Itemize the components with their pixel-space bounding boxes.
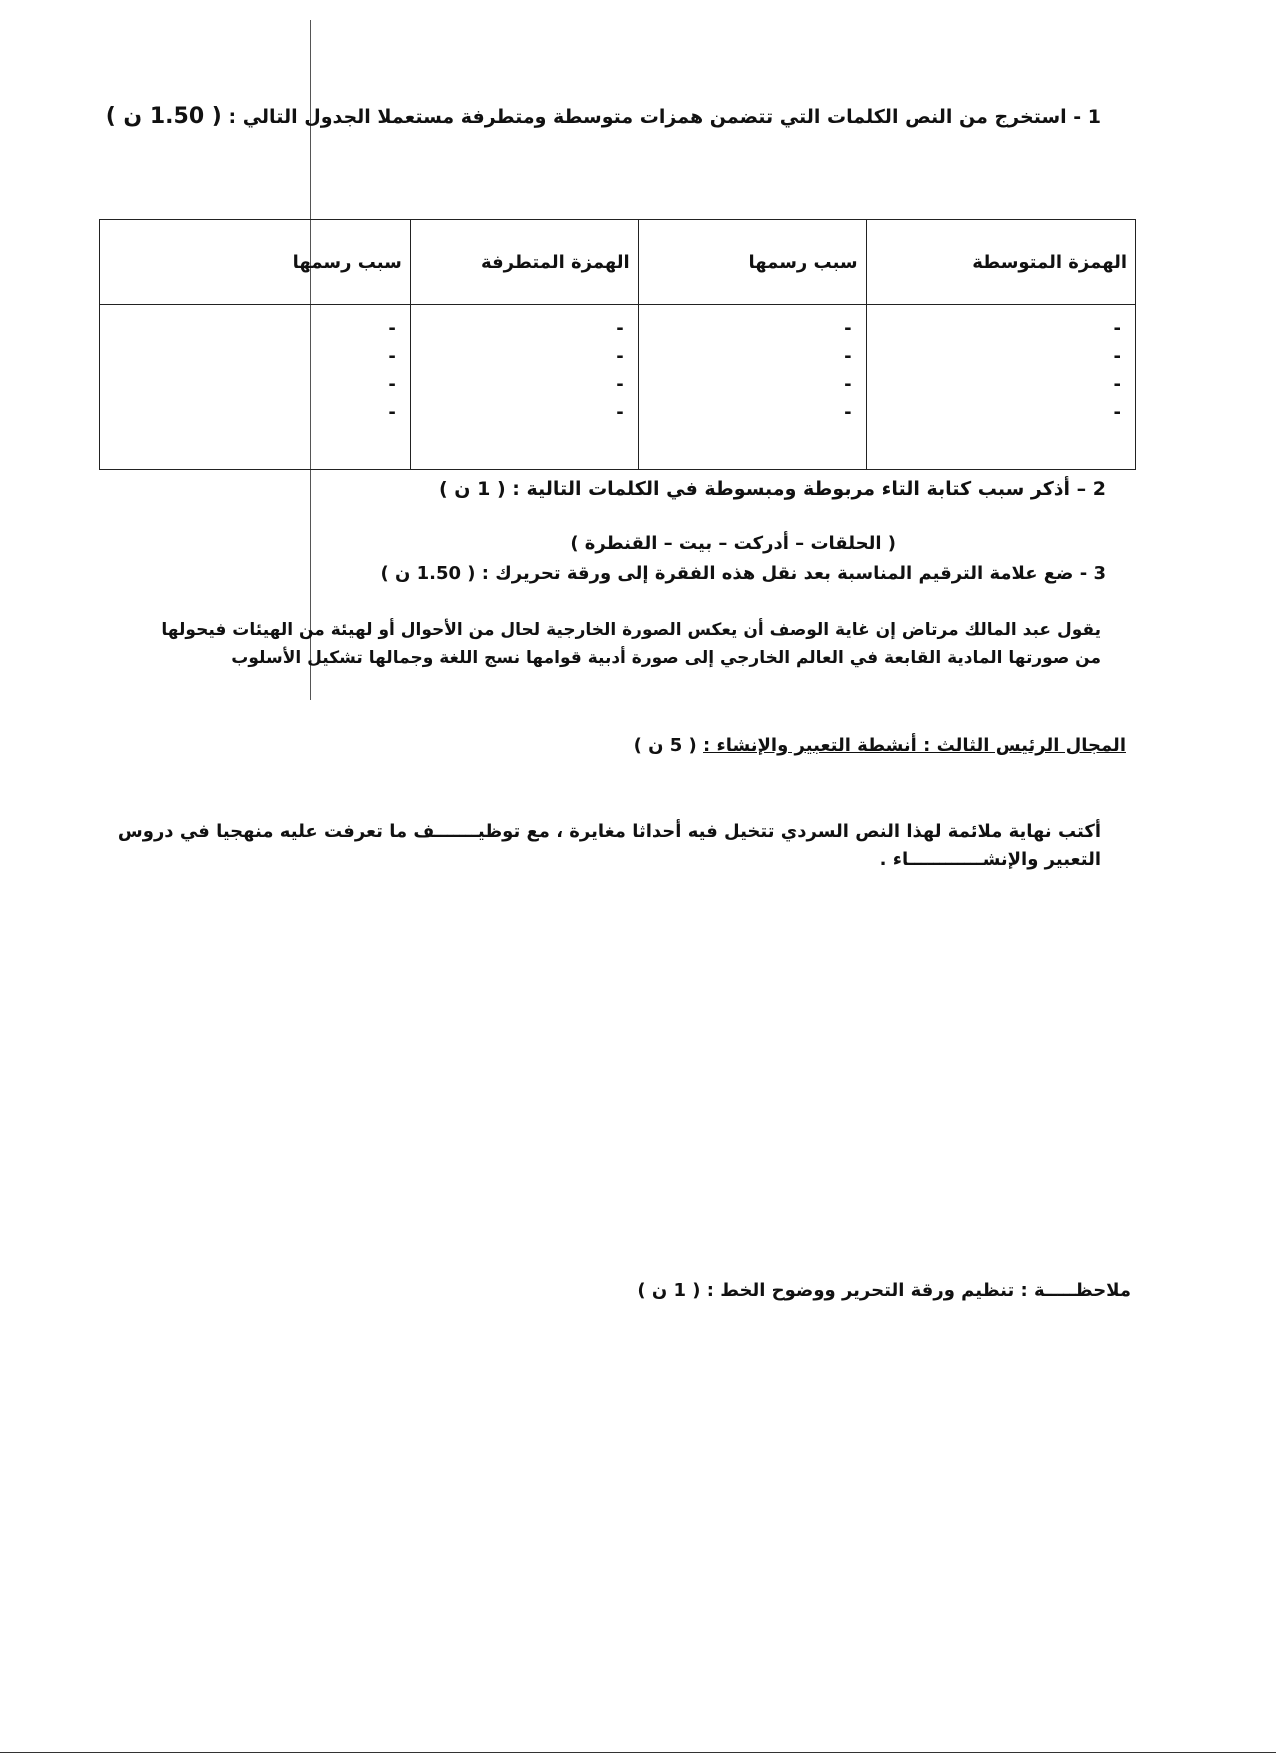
- question-1-text: 1 - استخرج من النص الكلمات التي تتضمن همزات متوسطة ومتطرفة مستعملا الجدول التالي :: [228, 106, 1101, 128]
- answer-dash: -: [1113, 374, 1121, 395]
- header-final-hamza: الهمزة المتطرفة: [410, 220, 638, 305]
- answer-dash: -: [844, 318, 852, 339]
- answer-dash: -: [388, 318, 396, 339]
- note-text: ملاحظـــــة : تنظيم ورقة التحرير ووضوح الخط :: [706, 1280, 1131, 1301]
- answer-dash: -: [388, 402, 396, 423]
- answer-dash: -: [1113, 346, 1121, 367]
- table-answer-row: [100, 305, 1136, 470]
- header-middle-hamza: الهمزة المتوسطة: [866, 220, 1135, 305]
- answer-dash: -: [844, 402, 852, 423]
- writing-task-line-2: التعبير والإنشــــــــــــاء .: [879, 849, 1101, 870]
- section-heading: [634, 735, 1126, 756]
- question-2-text: 2 – أذكر سبب كتابة التاء مربوطة ومبسوطة في الكلمات التالية :: [512, 478, 1106, 500]
- question-3-text: 3 - ضع علامة الترقيم المناسبة بعد نقل هذه الفقرة إلى ورقة تحريرك :: [481, 563, 1106, 584]
- header-reason-1: سبب رسمها: [638, 220, 866, 305]
- question-1: [106, 104, 1101, 129]
- answer-dash: -: [844, 374, 852, 395]
- punctuation-paragraph: [101, 616, 1101, 672]
- answer-dash: -: [616, 374, 624, 395]
- writing-task: [81, 818, 1101, 874]
- answer-cell-reason-1[interactable]: [638, 305, 866, 470]
- answer-dash: -: [616, 318, 624, 339]
- answer-dash: -: [388, 374, 396, 395]
- hamza-table: [99, 219, 1136, 470]
- note: [637, 1280, 1131, 1301]
- answer-dash: -: [388, 346, 396, 367]
- answer-cell-final-hamza[interactable]: [410, 305, 638, 470]
- table-header-row: [100, 220, 1136, 305]
- section-title: المجال الرئيس الثالث : أنشطة التعبير والإنشاء :: [703, 735, 1126, 756]
- answer-cell-reason-2[interactable]: [100, 305, 411, 470]
- paragraph-line-1: يقول عبد المالك مرتاض إن غاية الوصف أن يعكس الصورة الخارجية لحال من الأحوال أو لهيئة من الهيئات فيحولها: [161, 620, 1101, 640]
- paragraph-line-2: من صورتها المادية القابعة في العالم الخارجي إلى صورة أدبية قوامها نسج اللغة وجمالها تشكيل الأسلوب: [231, 648, 1101, 668]
- section-points: ( 5 ن ): [633, 735, 697, 756]
- question-2-words: ( الحلقات – أدركت – بيت – القنطرة ): [570, 533, 896, 554]
- question-3-points: ( 1.50 ن ): [380, 563, 476, 584]
- answer-dash: -: [844, 346, 852, 367]
- question-1-points: ( 1.50 ن ): [105, 104, 222, 129]
- writing-task-line-1: أكتب نهاية ملائمة لهذا النص السردي تتخيل فيه أحداثا مغايرة ، مع توظيـــــــف ما تعرفت عليه منهجيا في دروس: [117, 821, 1101, 842]
- answer-dash: -: [1113, 318, 1121, 339]
- header-reason-2: سبب رسمها: [100, 220, 411, 305]
- answer-dash: -: [616, 346, 624, 367]
- answer-cell-middle-hamza[interactable]: [866, 305, 1135, 470]
- answer-dash: -: [616, 402, 624, 423]
- note-points: ( 1 ن ): [637, 1280, 701, 1301]
- question-3: [380, 563, 1106, 584]
- answer-dash: -: [1113, 402, 1121, 423]
- question-2-points: ( 1 ن ): [438, 478, 506, 500]
- page-bottom-rule: [0, 1752, 1276, 1753]
- question-2: [439, 478, 1106, 500]
